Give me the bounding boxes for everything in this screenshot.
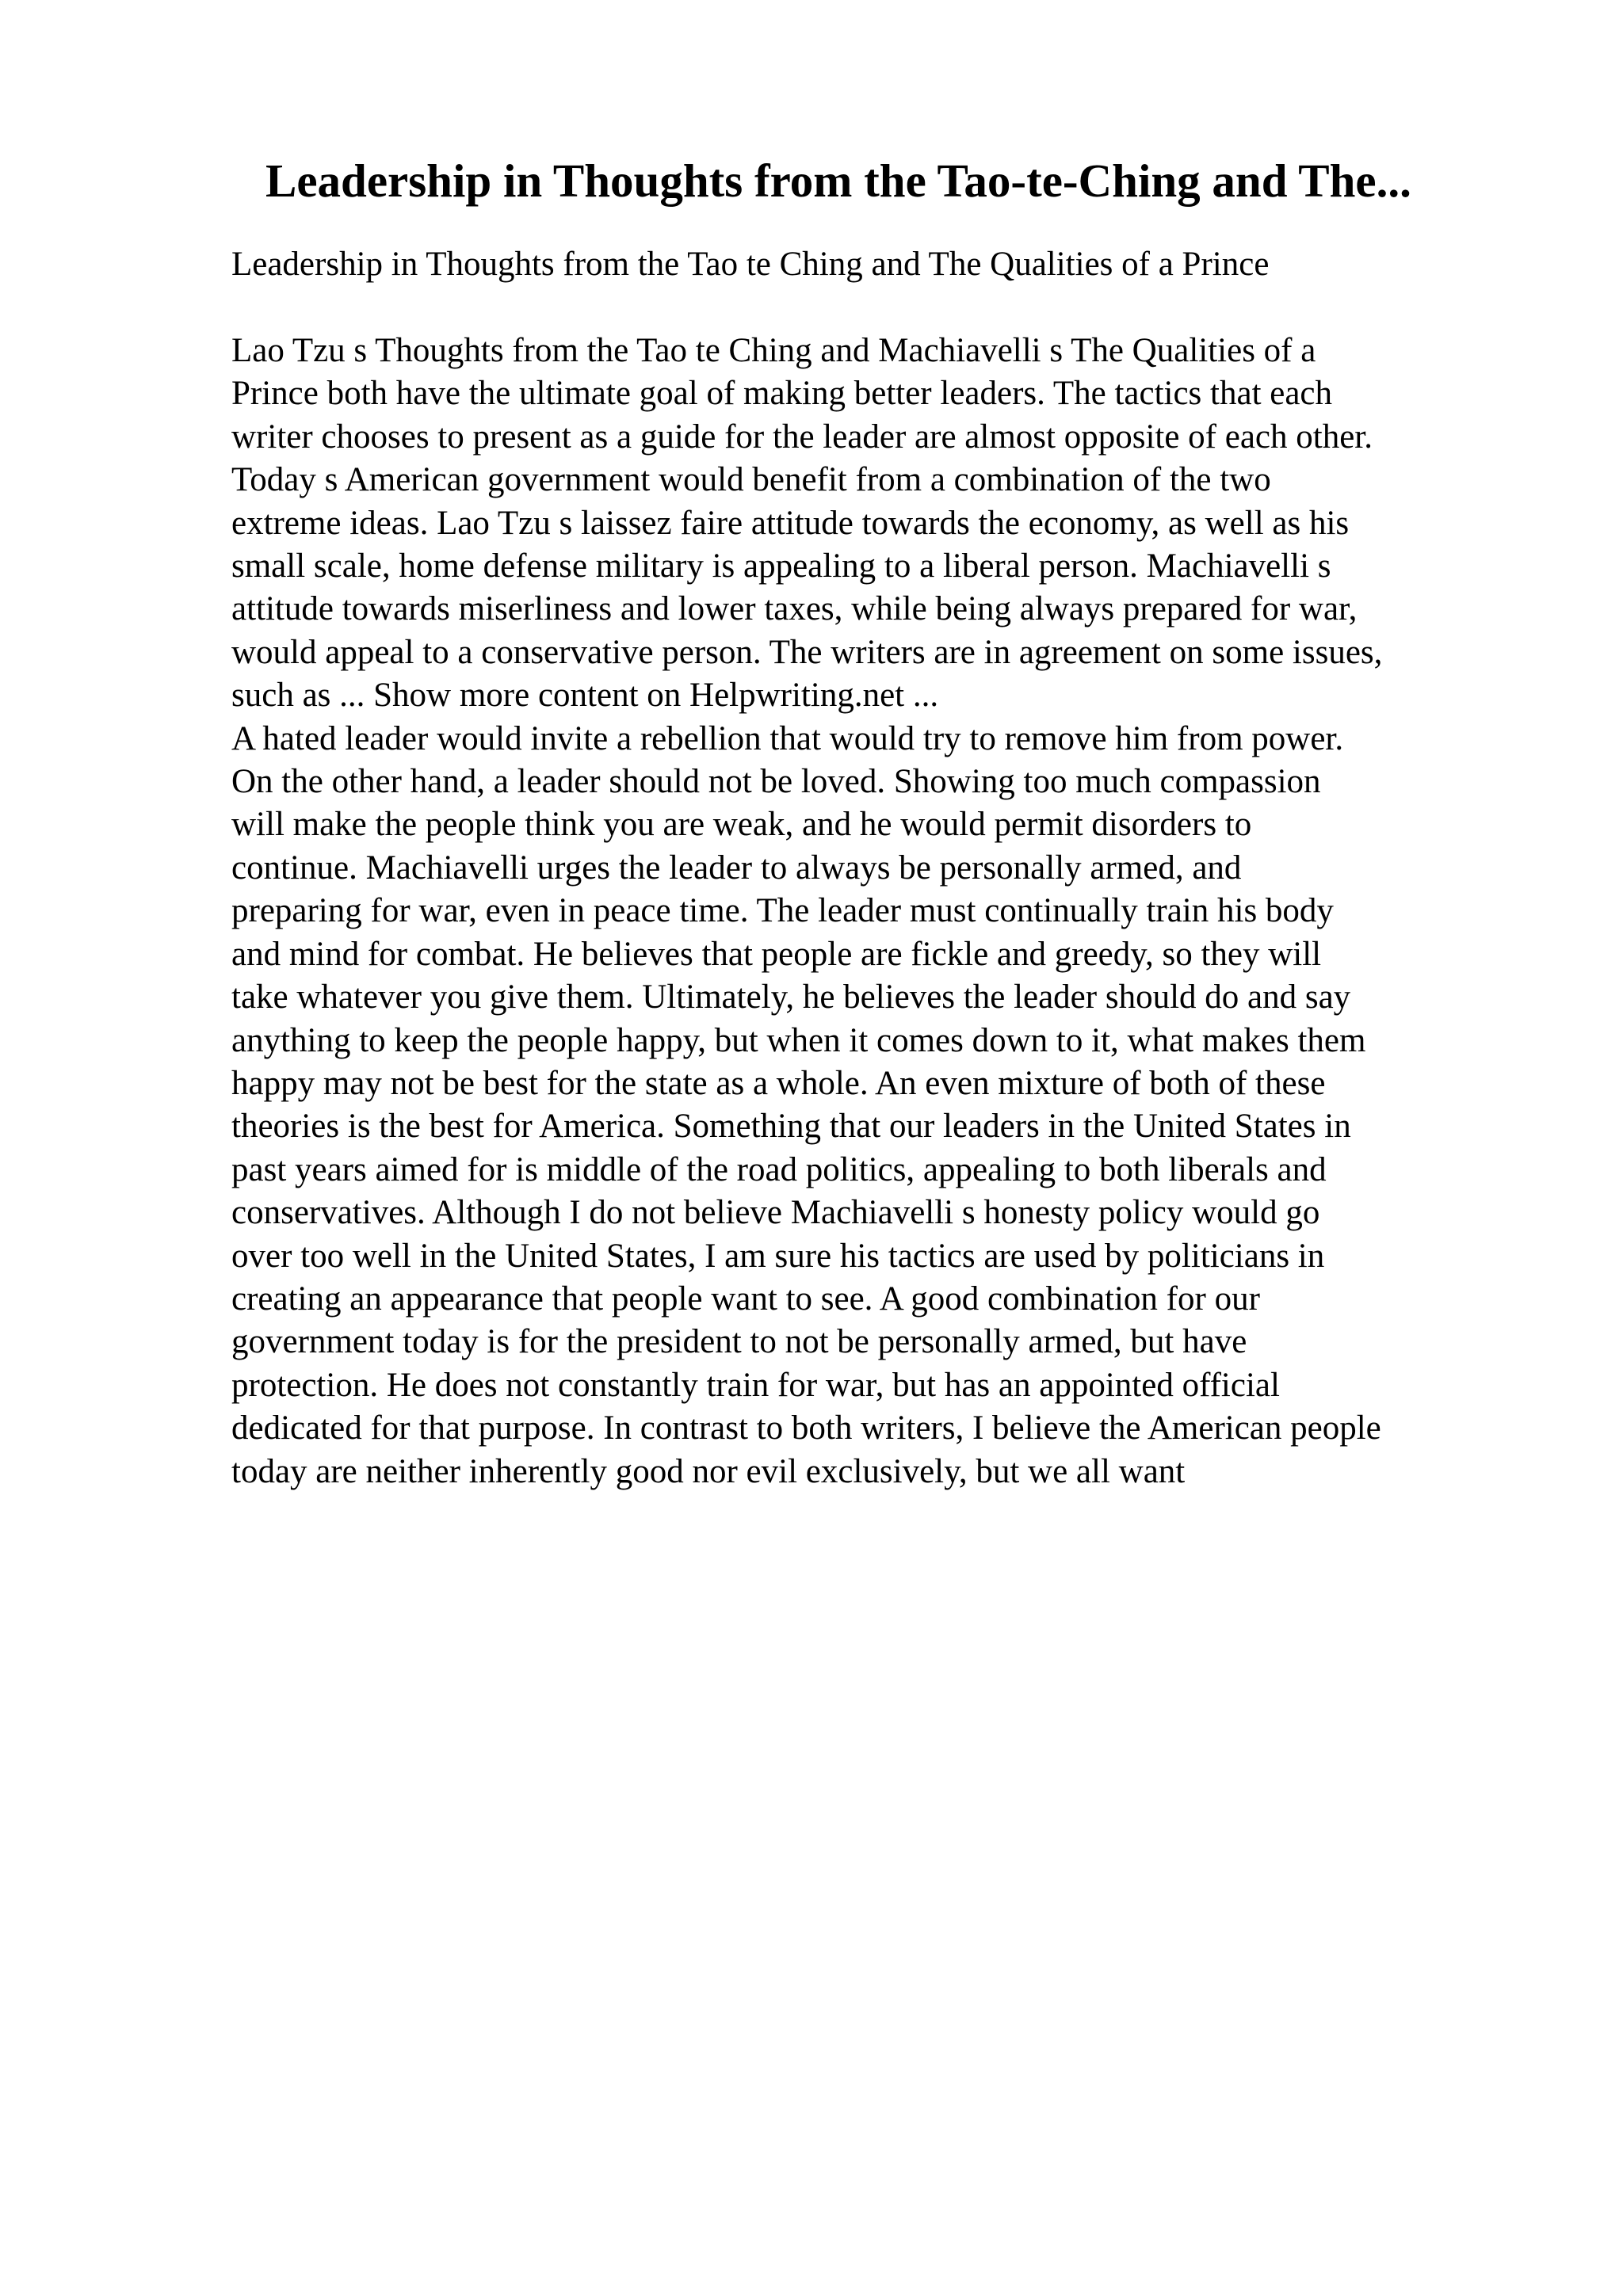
body-line: protection. He does not constantly train for war, but has an appointed official [231, 1366, 1280, 1404]
body-line: continue. Machiavelli urges the leader to always be personally armed, and [231, 849, 1242, 887]
body-line: Today s American government would benefit from a combination of the two [231, 461, 1271, 499]
body-line: will make the people think you are weak, and he would permit disorders to [231, 806, 1252, 844]
body-line: government today is for the president to not be personally armed, but have [231, 1323, 1247, 1361]
body-line: today are neither inherently good nor evil exclusively, but we all want [231, 1452, 1186, 1490]
body-line: and mind for combat. He believes that people are fickle and greedy, so they will [231, 935, 1322, 973]
body-line: On the other hand, a leader should not be loved. Showing too much compassion [231, 763, 1321, 801]
body-line: small scale, home defense military is appealing to a liberal person. Machiavelli s [231, 547, 1331, 585]
document-title: Leadership in Thoughts from the Tao-te-Ching and The... [265, 154, 1411, 207]
body-line: past years aimed for is middle of the road politics, appealing to both liberals and [231, 1150, 1327, 1188]
body-line: Lao Tzu s Thoughts from the Tao te Ching and Machiavelli s The Qualities of a [231, 332, 1316, 369]
body-line: take whatever you give them. Ultimately, he believes the leader should do and say [231, 978, 1351, 1016]
body-line: conservatives. Although I do not believe Machiavelli s honesty policy would go [231, 1194, 1320, 1232]
body-line: dedicated for that purpose. In contrast to both writers, I believe the American people [231, 1409, 1381, 1447]
body-line: Prince both have the ultimate goal of making better leaders. The tactics that each [231, 375, 1333, 413]
document-subtitle: Leadership in Thoughts from the Tao te Ching and The Qualities of a Prince [231, 246, 1270, 283]
body-line: preparing for war, even in peace time. The leader must continually train his body [231, 892, 1334, 930]
body-line: creating an appearance that people want to see. A good combination for our [231, 1280, 1260, 1318]
document-body [231, 330, 1515, 1493]
body-line: would appeal to a conservative person. The writers are in agreement on some issues, [231, 633, 1383, 671]
body-line: happy may not be best for the state as a whole. An even mixture of both of these [231, 1064, 1326, 1102]
body-line: over too well in the United States, I am sure his tactics are used by politicians in [231, 1237, 1325, 1275]
body-line: A hated leader would invite a rebellion that would try to remove him from power. [231, 719, 1344, 757]
body-line: anything to keep the people happy, but when it comes down to it, what makes them [231, 1021, 1366, 1059]
body-line: theories is the best for America. Something that our leaders in the United States in [231, 1108, 1351, 1146]
body-line: writer chooses to present as a guide for the leader are almost opposite of each other. [231, 418, 1373, 456]
body-line: such as ... Show more content on Helpwriting.net ... [231, 677, 939, 715]
body-line: extreme ideas. Lao Tzu s laissez faire attitude towards the economy, as well as his [231, 504, 1350, 542]
body-line: attitude towards miserliness and lower taxes, while being always prepared for war, [231, 590, 1358, 628]
